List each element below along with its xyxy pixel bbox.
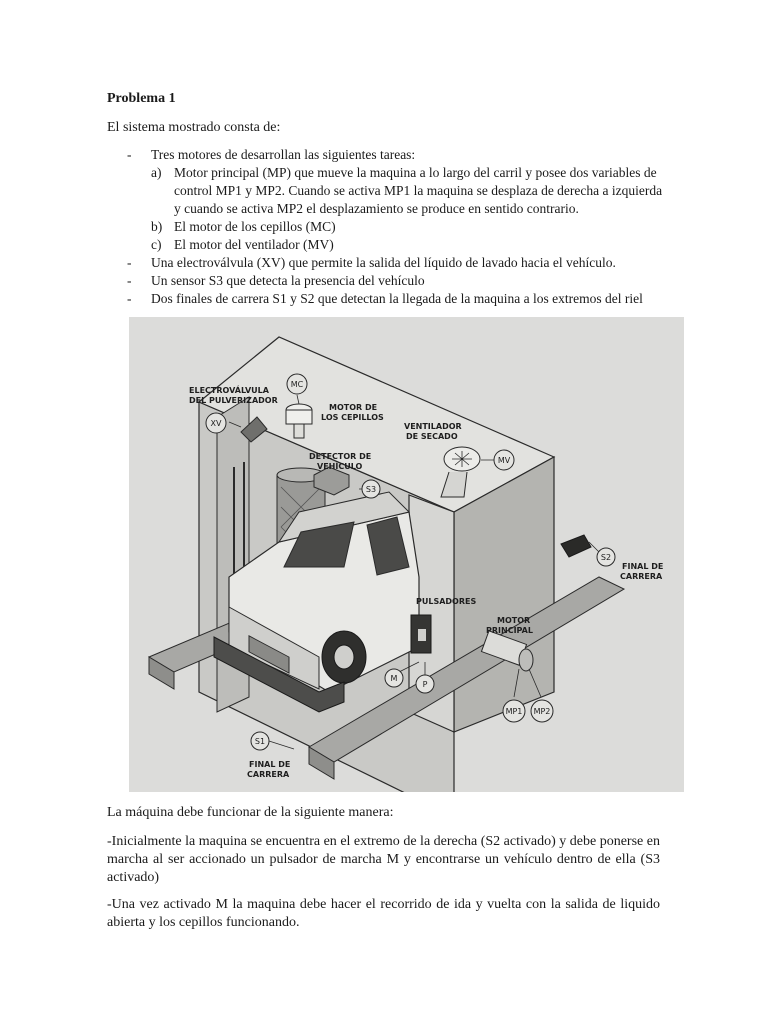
mp2-tag: MP2 (533, 707, 551, 716)
sub-item-text: El motor de los cepillos (MC) (174, 219, 336, 234)
s3-tag: S3 (365, 485, 377, 494)
limit-left-label-line2: CARRERA (247, 770, 290, 779)
fan-label-line1: VENTILADOR (404, 422, 462, 431)
list-item (107, 254, 667, 272)
pushbutton-face (418, 629, 426, 641)
sub-marker: a) (151, 165, 162, 180)
sub-item (107, 164, 667, 218)
sub-item-text: El motor del ventilador (MV) (174, 237, 334, 252)
detector-label-line1: DETECTOR DE (309, 452, 372, 461)
sub-item-text: Motor principal (MP) que mueve la maquina a lo largo del carril y posee dos variables de control MP1 y MP2. Cuando se activa MP1 la maquina se desplaza de derecha a izquierda y cuando se activa MP2 el desplazamiento se produce en sentido contrario. (174, 165, 663, 216)
list-item-text: Tres motores de desarrollan las siguientes tareas: (151, 147, 416, 162)
list-item (107, 146, 667, 164)
limit-right-label-line2: CARRERA (620, 572, 663, 581)
buttons-label: PULSADORES (416, 597, 477, 606)
operation-paragraph-2: -Una vez activado M la maquina debe hacer el recorrido de ida y vuelta con la salida de liquido abierta y los cepillos funcionando. (107, 897, 660, 930)
s1-tag: S1 (254, 737, 266, 746)
list-dash: - (127, 291, 132, 306)
fan-blades (452, 451, 472, 467)
sub-marker: c) (151, 237, 162, 252)
brush-motor-shaft (294, 424, 304, 438)
limit-left-label-line1: FINAL DE (249, 760, 291, 769)
component-list (107, 146, 667, 308)
s2-tag: S2 (600, 553, 612, 562)
limit-right-label-line1: FINAL DE (622, 562, 664, 571)
mv-tag: MV (497, 456, 511, 465)
car-wash-diagram (129, 317, 684, 792)
list-item-text: Un sensor S3 que detecta la presencia del vehículo (151, 273, 425, 288)
xv-tag: XV (210, 419, 222, 428)
limit-block (561, 535, 591, 557)
sub-item (107, 218, 667, 236)
sub-item (107, 236, 667, 254)
p-tag: P (422, 680, 428, 689)
intro-text: El sistema mostrado consta de: (107, 120, 281, 135)
problem-title: Problema 1 (107, 91, 176, 106)
sub-marker: b) (151, 219, 163, 234)
mp1-tag: MP1 (505, 707, 523, 716)
main-motor-label-line2: PRINCIPAL (486, 626, 533, 635)
wheel-hub (334, 645, 354, 669)
mc-tag: MC (290, 380, 304, 389)
m-tag: M (390, 674, 398, 683)
fan-label-line2: DE SECADO (406, 432, 458, 441)
operation-paragraph-1: -Inicialmente la maquina se encuentra en el extremo de la derecha (S2 activado) y debe ponerse en marcha al ser accionado un pulsador de marcha M y encontrarse un vehículo dentro de ella (S3 activado) (107, 834, 660, 885)
main-motor-label-line1: MOTOR (497, 616, 531, 625)
operation-heading: La máquina debe funcionar de la siguiente manera: (107, 805, 394, 820)
list-dash: - (127, 147, 132, 162)
brush-motor-label-line2: LOS CEPILLOS (321, 413, 384, 422)
detector-label-line2: VEHÍCULO (317, 462, 363, 471)
list-item-text: Una electroválvula (XV) que permite la salida del líquido de lavado hacia el vehículo. (151, 255, 616, 270)
list-item (107, 290, 667, 308)
main-motor-end (519, 649, 533, 671)
list-item-text: Dos finales de carrera S1 y S2 que detectan la llegada de la maquina a los extremos del riel (151, 291, 643, 306)
valve-label-line1: ELECTROVÁLVULA (189, 386, 269, 395)
list-dash: - (127, 255, 132, 270)
diagram-svg (129, 317, 684, 792)
brush-motor-label-line1: MOTOR DE (329, 403, 378, 412)
list-item (107, 272, 667, 290)
list-dash: - (127, 273, 132, 288)
brush-motor-body (286, 410, 312, 424)
valve-label-line2: DEL PULVERIZADOR (189, 396, 278, 405)
